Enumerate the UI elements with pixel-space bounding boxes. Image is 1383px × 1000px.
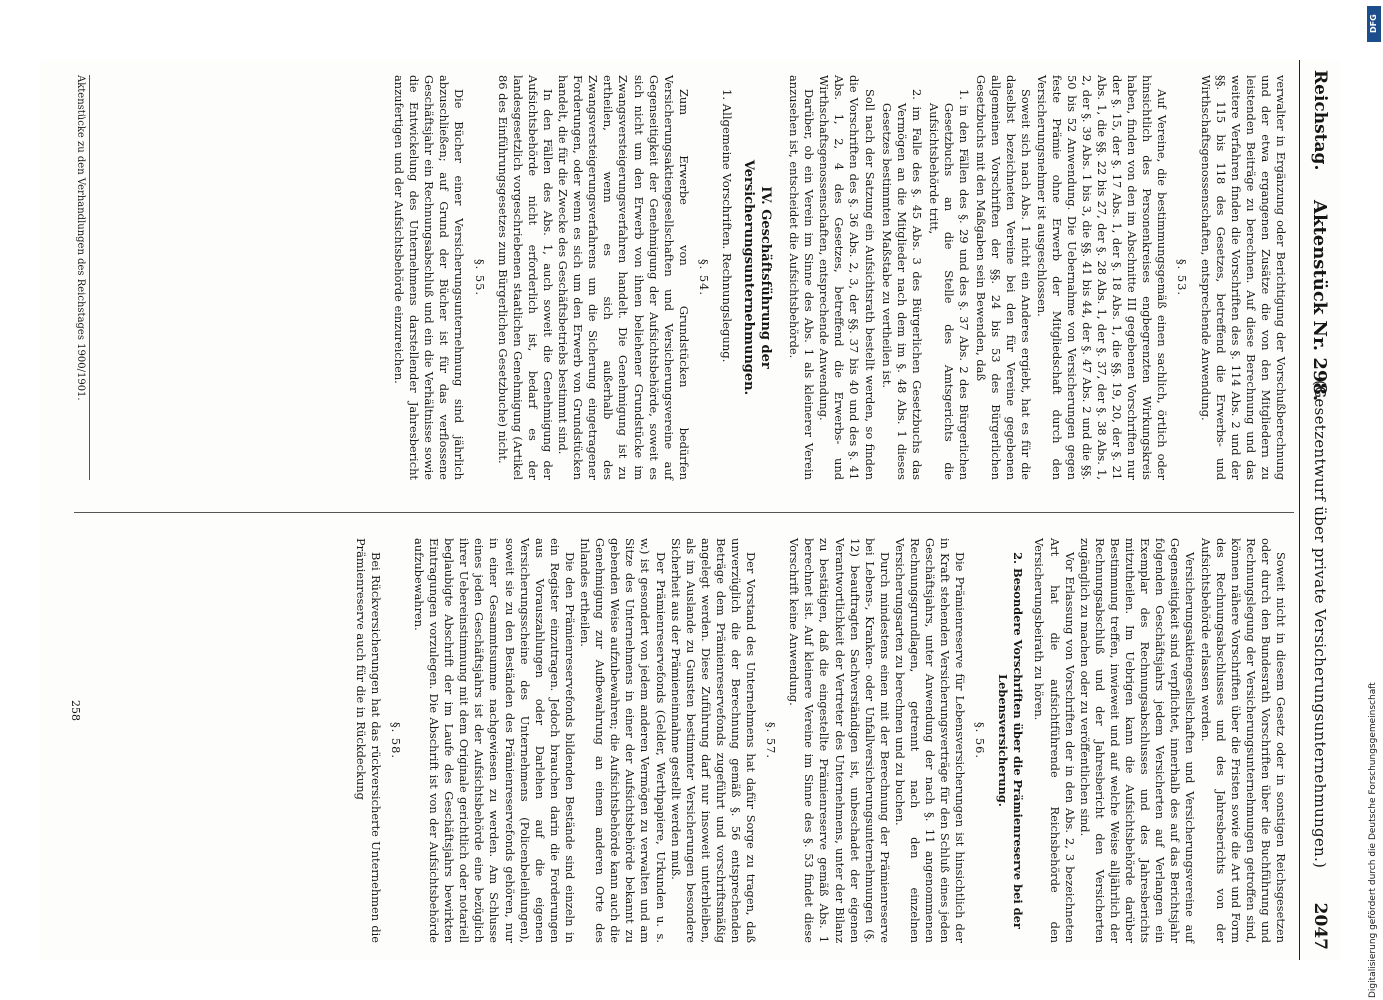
paragraph: Die Prämienreserve für Lebensversicherungen ist hinsichtlich der in Kraft stehenden Versicherungsverträge für den Schluß eines jeden Geschäftsjahrs, unter Anwendung der nach §. 11 angenommenen Rechnungsgrundlagen, getrennt nach den einzelnen Versicherungsarten zu berechnen und zu buchen.: [892, 538, 968, 943]
subsection-heading: 1. Allgemeine Vorschriften. Rechnungslegung.: [720, 89, 734, 363]
chapter-heading: IV. Geschäftsführung der Versicherungsunternehmungen.: [741, 159, 773, 396]
paragraph: Bei Rückversicherungen hat das rückversicherte Unternehmen die Prämienreserve auch für die in Rückdeckung: [353, 538, 383, 943]
section-number: §. 56.: [973, 721, 988, 760]
subsection-heading: 2. Besondere Vorschriften über die Prämienreserve bei der Lebensversicherung.: [996, 552, 1026, 929]
dfg-logo: DFG: [1367, 6, 1381, 42]
paragraph: Zum Erwerbe von Grundstücken bedürfen Versicherungsaktiengesellschaften und Versicherungsvereine auf Gegenseitigkeit der Genehmigung der Aufsichtsbehörde, soweit es sich nicht um den Erwerb von ihnen beliehener Grundstücke im Zwangsversteigerungsverfahren handelt. Die Genehmigung ist zu ertheilen, wenn es sich außerhalb des Zwangsversteigerungsverfahrens um die Sicherung eingetragener Forderungen, oder wenn es sich um den Erwerb von Grundstücken handelt, die für die Zwecke des Geschäftsbetriebs bestimmt sind.: [556, 75, 691, 480]
paragraph: Der Prämienreservefonds (Gelder, Werthpapiere, Urkunden u. s. w.) ist gesondert von jedem anderen Vermögen zu verwalten und am Sitze des Unternehmens in einer der Aufsichtsbehörde bekannt zu gebenden Weise aufzubewahren; die Aufsichtsbehörde kann auch die Genehmigung zur Aufbewahrung an einem anderen Orte des Inlandes ertheilen.: [578, 538, 668, 943]
header-page-number: 2047: [1310, 902, 1330, 950]
section-number: §. 58.: [388, 721, 403, 760]
header-title: (Gesetzentwurf über private Versicherungsunternehmungen.): [1311, 380, 1329, 869]
section-number: §. 55.: [472, 258, 487, 297]
right-column: [353, 538, 1288, 943]
page-header: [1299, 60, 1340, 960]
paragraph: Soll nach der Satzung ein Aufsichtsrath bestellt werden, so finden die Vorschriften des §. 36 Abs. 2, 3, der §§. 37 bis 40 und des §. 41 Abs. 1, 2, 4 des Gesetzes, betreffend die Erwerbs- und Wirthschaftsgenossenschaften, entsprechende Anwendung.: [817, 75, 877, 480]
left-column: [391, 75, 1288, 480]
paragraph: Durch mindestens einen mit der Berechnung der Prämienreserve bei Lebens-, Kranken- oder Unfallversicherungsunternehmungen (§. 12) beauftragten Sachverständigen ist, unbeschadet der eigenen Verantwortlichkeit der Vertreter des Unternehmens, unter der Bilanz zu bestätigen, daß die eingestellte Prämienreserve gemäß Abs. 1 berechnet ist. Auf kleinere Vereine im Sinne des §. 53 findet diese Vorschrift keine Anwendung.: [787, 538, 892, 943]
paragraph: Die den Prämienreservefonds bildenden Bestände sind einzeln in ein Register einzutragen. Jedoch brauchen darin die Forderungen aus Vorauszahlungen oder Darlehen auf die eigenen Versicherungsscheine des Unternehmens (Policenbeleihungen), soweit sie zu den Beständen des Prämienreservefonds gehören, nur in einer Gesammtsumme nachgewiesen zu werden. Am Schlusse eines jeden Geschäftsjahrs ist der Aufsichtsbehörde eine bezüglich ihrer Uebereinstimmung mit dem Originale gerichtlich oder notariell beglaubigte Abschrift der im Laufe des Geschäftsjahrs bewirkten Eintragungen vorzulegen. Die Abschrift ist von der Aufsichtsbehörde aufzubewahren.: [412, 538, 577, 943]
paragraph: Darüber, ob ein Verein im Sinne des Abs. 1 als kleinerer Verein anzusehen ist, entscheidet die Aufsichtsbehörde.: [787, 75, 817, 480]
paragraph: Soweit sich nach Abs. 1 nicht ein Anderes ergiebt, hat es für die daselbst bezeichneten Vereine bei den für Vereine gegebenen allgemeinen Vorschriften der §§. 24 bis 53 des Bürgerlichen Gesetzbuchs mit den Maßgaben sein Bewenden, daß: [974, 75, 1034, 480]
footer-note: Aktenstücke zu den Verhandlungen des Reichstages 1900/1901.: [75, 75, 90, 480]
paragraph: Auf Vereine, die bestimmungsgemäß einen sachlich, örtlich oder hinsichtlich des Personenkreises engbegrenzten Wirkungskreis haben, finden von den im Abschnitte III gegebenen Vorschriften nur der §. 15, der §. 17 Abs. 1, der §. 18 Abs. 1, die §§. 19, 20, der §. 21 Abs. 1, die §§. 22 bis 27, der §. 28 Abs. 1, der §. 37, der §. 38 Abs. 1, 2, der §. 39 Abs. 1 bis 3, die §§. 41 bis 44, der §. 47 Abs. 2 und die §§. 50 bis 52 Anwendung. Die Uebernahme von Versicherungen gegen feste Prämie ohne Erwerb der Mitgliedschaft durch den Versicherungsnehmer ist ausgeschlossen.: [1034, 75, 1170, 480]
list-item: 2. im Falle des §. 45 Abs. 3 des Bürgerlichen Gesetzbuchs das Vermögen an die Mitglieder nach dem im §. 48 Abs. 1 dieses Gesetzes bestimmten Maßstabe zu vertheilen ist.: [879, 89, 924, 480]
signature-page-number: 258: [69, 700, 82, 721]
paragraph: Die Bücher einer Versicherungsunternehmung sind jährlich abzuschließen; auf Grund der Bücher ist für das verflossene Geschäftsjahr ein Rechnungsabschluß und ein die Verhältnisse sowie die Entwickelung des Unternehmens darstellender Jahresbericht anzufertigen und der Aufsichtsbehörde einzureichen.: [392, 75, 467, 480]
paragraph: Vor Erlassung von Vorschriften der in den Abs. 2, 3 bezeichneten Art hat die aufsichtführende Reichsbehörde den Versicherungsbeirath zu hören.: [1032, 538, 1077, 943]
section-number: §. 54.: [696, 258, 711, 297]
header-document-number: Aktenstück Nr. 298.: [1309, 200, 1330, 402]
paragraph: Versicherungsaktiengesellschaften und Versicherungsvereine auf Gegenseitigkeit sind verpflichtet, innerhalb des auf das Berichtsjahr folgenden Geschäftsjahrs jedem Versicherten auf Verlangen ein Exemplar des Rechnungsabschlusses und des Jahresberichts mitzutheilen. Im Uebrigen kann die Aufsichtsbehörde darüber Bestimmung treffen, inwieweit und auf welche Weise alljährlich der Rechnungsabschluß und der Jahresbericht den Versicherten zugänglich zu machen oder zu veröffentlichen sind.: [1077, 538, 1198, 943]
list-item: 1. in den Fällen des §. 29 und des §. 37 Abs. 2 des Bürgerlichen Gesetzbuchs an die Stelle des Amtsgerichts die Aufsichtsbehörde tritt,: [926, 89, 972, 480]
header-reichstag: Reichstag.: [1310, 70, 1330, 171]
paragraph: Der Vorstand des Unternehmens hat dafür Sorge zu tragen, daß unverzüglich die der Berechnung gemäß §. 56 entsprechenden Beträge dem Prämienreservefonds zugeführt und vorschriftsmäßig angelegt werden. Diese Zuführung darf nur insoweit unterbleiben, als im Auslande zu Gunsten bestimmter Versicherungen besondere Sicherheit aus der Prämieneinnahme gestellt werden muß.: [668, 538, 759, 943]
section-number: §. 57.: [764, 721, 779, 760]
document-page: [40, 60, 1340, 960]
column-divider: [74, 512, 1294, 513]
paragraph: Soweit nicht in diesem Gesetz oder in sonstigen Reichsgesetzen oder durch den Bundesrath Vorschriften über die Buchführung und Rechnungslegung der Versicherungsunternehmungen getroffen sind, können nähere Vorschriften über die Fristen sowie die Art und Form des Rechnungsabschlusses und des Jahresberichts von der Aufsichtsbehörde erlassen werden.: [1198, 538, 1288, 943]
digitization-note: Digitalisierung gefördert durch die Deutsche Forschungsgemeinschaft: [1368, 682, 1378, 998]
section-number: §. 53.: [1175, 258, 1190, 297]
paragraph: verwalter in Ergänzung oder Berichtigung der Vorschußberechnung und der etwa ergangenen Zusätze die von den Mitgliedern zu leistenden Beiträge zu berechnen. Auf diese Berechnung und das weitere Verfahren finden die Vorschriften des §. 114 Abs. 2 und der §§. 115 bis 118 des Gesetzes, betreffend die Erwerbs- und Wirthschaftsgenossenschaften, entsprechende Anwendung.: [1198, 75, 1288, 480]
paragraph: In den Fällen des Abs. 1, auch soweit die Genehmigung der Aufsichtsbehörde nicht erforderlich ist, bedarf es der landesgesetzlich vorgeschriebenen staatlichen Genehmigung (Artikel 86 des Einführungsgesetzes zum Bürgerlichen Gesetzbuche) nicht.: [495, 75, 555, 480]
